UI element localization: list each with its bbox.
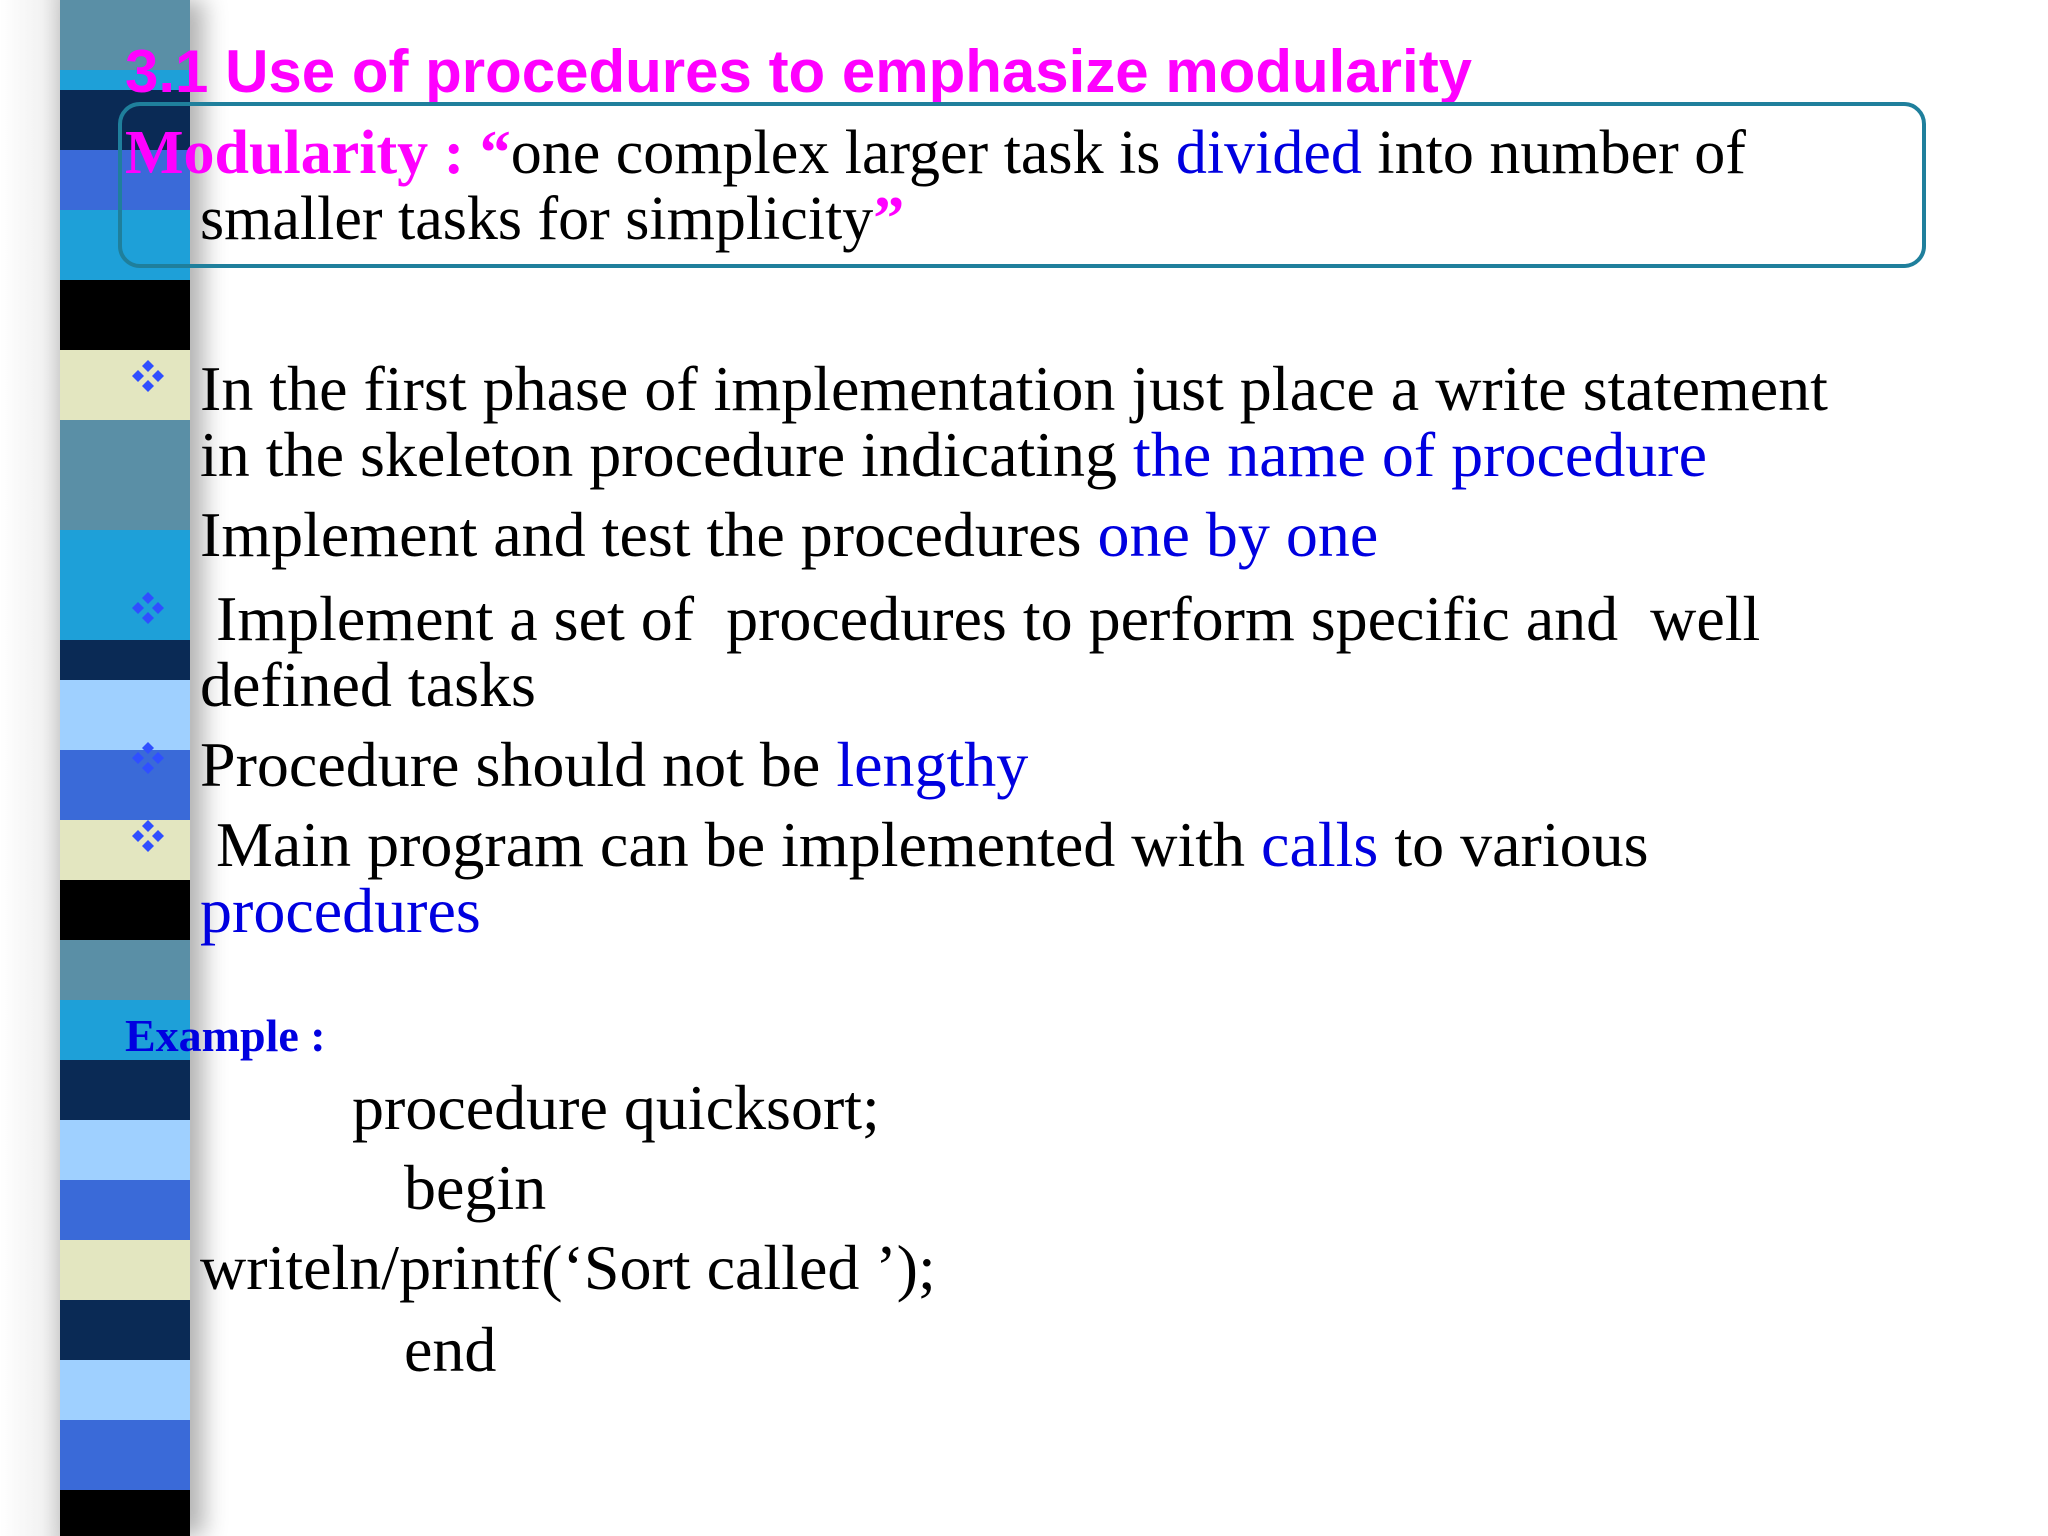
bullet-item-4 xyxy=(200,729,1960,800)
bullet-1-line-2-text: in the skeleton procedure indicating xyxy=(200,419,1134,490)
bullet-icon xyxy=(130,818,166,854)
bullet-1-line-2 xyxy=(200,419,1960,490)
decorative-stripe xyxy=(60,570,190,640)
bullet-2-highlight: one by one xyxy=(1097,499,1379,570)
bullet-5-highlight: calls xyxy=(1261,809,1379,880)
decorative-stripe xyxy=(60,1060,190,1120)
decorative-stripe xyxy=(60,530,190,570)
definition-text-after: into number of xyxy=(1361,119,1746,187)
decorative-stripe xyxy=(60,460,190,530)
bullet-1-line-1: In the first phase of implementation just place a write statement xyxy=(200,353,1828,424)
decorative-stripe xyxy=(60,1180,190,1240)
bullet-4-highlight: lengthy xyxy=(836,729,1029,800)
bullet-5-text-after: to various xyxy=(1378,809,1649,880)
bullet-item-5 xyxy=(200,809,1960,946)
definition-text xyxy=(125,120,1925,252)
example-label: Example : xyxy=(125,1010,326,1061)
bullet-item-1 xyxy=(200,353,1960,490)
definition-close-quote: ” xyxy=(873,185,905,253)
decorative-stripe xyxy=(60,350,190,420)
bullet-3-line-2: defined tasks xyxy=(200,649,536,720)
bullet-4-text: Procedure should not be xyxy=(200,729,837,800)
decorative-stripe xyxy=(60,1120,190,1180)
definition-highlight: divided xyxy=(1175,119,1362,187)
decorative-stripe xyxy=(60,820,190,880)
bullet-icon xyxy=(130,358,166,394)
definition-line-2 xyxy=(125,186,1925,252)
decorative-stripe xyxy=(60,1300,190,1360)
decorative-stripe xyxy=(60,640,190,680)
bullet-1-highlight: the name of procedure xyxy=(1133,419,1707,490)
definition-line-2-text: smaller tasks for simplicity xyxy=(200,185,874,253)
code-line-4: end xyxy=(404,1314,497,1385)
bullet-5-line-2: procedures xyxy=(200,875,481,946)
decorative-stripe xyxy=(60,280,190,350)
bullet-3-line-1: Implement a set of procedures to perform specific and well xyxy=(200,583,1761,654)
bullet-5-line-1 xyxy=(200,809,1960,880)
code-line-1: procedure quicksort; xyxy=(352,1072,880,1143)
code-line-3: writeln/printf(‘Sort called ’); xyxy=(200,1232,936,1303)
left-margin-shade xyxy=(0,0,60,1536)
bullet-icon xyxy=(130,590,166,626)
code-line-2: begin xyxy=(404,1152,547,1223)
decorative-stripe xyxy=(60,940,190,1000)
bullet-2-text: Implement and test the procedures xyxy=(200,499,1098,570)
bullet-item-3 xyxy=(200,583,1960,720)
bullet-5-text: Main program can be implemented with xyxy=(200,809,1262,880)
bullet-item-2 xyxy=(200,499,1960,570)
decorative-stripe xyxy=(60,880,190,940)
decorative-stripe xyxy=(60,680,190,750)
definition-text-before: one complex larger task is xyxy=(510,119,1176,187)
slide-title: 3.1 Use of procedures to emphasize modularity xyxy=(125,38,1473,105)
decorative-stripe xyxy=(60,1240,190,1300)
definition-label: Modularity : xyxy=(125,119,480,187)
definition-open-quote: “ xyxy=(479,119,511,187)
decorative-stripe xyxy=(60,1490,190,1536)
decorative-stripe xyxy=(60,1420,190,1490)
decorative-stripe xyxy=(60,750,190,820)
bullet-icon xyxy=(130,740,166,776)
decorative-stripe xyxy=(60,1360,190,1420)
decorative-stripe xyxy=(60,420,190,460)
